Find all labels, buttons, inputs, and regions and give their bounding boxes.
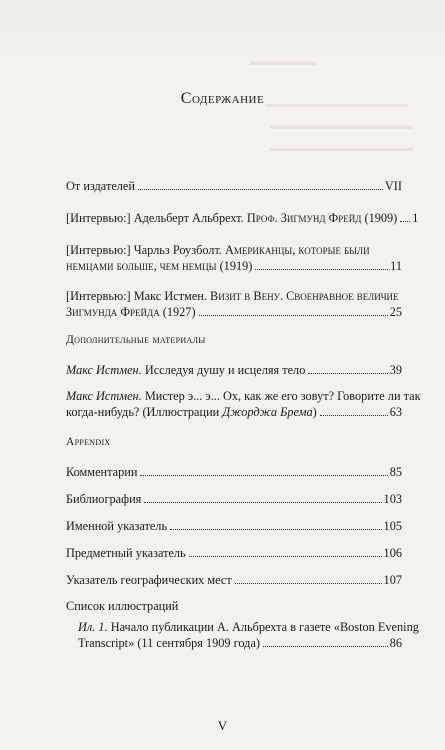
- toc-entry[interactable]: [66, 519, 402, 535]
- toc-entry-prefix: [Интервью:]: [66, 211, 131, 225]
- toc-entry-label: Ил. 1.: [78, 620, 108, 634]
- toc-entry[interactable]: [66, 492, 402, 508]
- page-title: Содержание: [180, 90, 265, 107]
- toc-entry-author: Макс Истмен.: [66, 363, 142, 377]
- toc-entry-title-line2: когда-нибудь? (Иллюстрации: [66, 404, 223, 419]
- dot-leader: [140, 465, 387, 476]
- toc-entry-title-line1: Визит в Вену. Своенравное величие: [210, 289, 399, 303]
- toc-entry-author: Макс Истмен.: [66, 389, 142, 403]
- toc-entry-title-line1: Американцы, которые были: [225, 243, 370, 257]
- toc-entry-page: 106: [383, 546, 402, 560]
- bleed-through-text: ▬▬▬▬▬▬: [250, 56, 316, 68]
- toc-entry-page: 103: [383, 492, 402, 506]
- toc-entry-title: Библиография: [66, 492, 142, 506]
- section-heading: Appendix: [66, 436, 111, 448]
- dot-leader: [199, 305, 388, 316]
- toc-entry-title: Список иллюстраций: [66, 599, 179, 613]
- toc-entry[interactable]: [66, 573, 402, 589]
- toc-entry-page: 63: [389, 404, 402, 419]
- toc-entry[interactable]: [66, 289, 402, 320]
- dot-leader: [138, 179, 383, 190]
- toc-entry-author: Адельберт Альбрехт.: [133, 211, 244, 225]
- toc-entry-title: Проф. Зигмунд Фрейд (1909): [246, 211, 398, 225]
- toc-entry-page: 85: [389, 465, 402, 479]
- toc-entry-page: 1: [412, 211, 419, 225]
- toc-entry-title-line1: Мистер э... э... Ох, как же его зовут? Говорите ли так: [144, 389, 421, 403]
- toc-entry-prefix: [Интервью:]: [66, 243, 131, 257]
- toc-entry-title: От издателей: [66, 179, 135, 193]
- toc-entry-title-line1: Начало публикации А. Альбрехта в газете «Boston Evening: [110, 620, 419, 634]
- toc-entry-page: 39: [389, 363, 402, 377]
- dot-leader: [189, 546, 382, 557]
- toc-entry-author: Чарльз Роузболт.: [133, 243, 222, 257]
- toc-entry-title: Комментарии: [66, 465, 138, 479]
- page-number: V: [217, 718, 228, 733]
- dot-leader: [144, 492, 381, 503]
- toc-entry-illustrator: Джорджа Брема: [222, 404, 313, 419]
- toc-entry-page: 105: [383, 519, 402, 533]
- toc-entry[interactable]: [66, 211, 419, 227]
- toc-entry-title-line2: Зигмунда Фрейда (1927): [66, 304, 196, 319]
- dot-leader: [255, 259, 388, 270]
- toc-entry-author: Макс Истмен.: [133, 289, 207, 303]
- dot-leader: [235, 573, 382, 584]
- toc-entry[interactable]: [66, 243, 402, 274]
- toc-subentry[interactable]: [78, 620, 419, 651]
- toc-entry-title: Предметный указатель: [66, 546, 186, 560]
- toc-entry[interactable]: [66, 465, 402, 481]
- section-heading: Дополнительные материалы: [66, 334, 206, 346]
- dot-leader: [308, 363, 387, 374]
- dot-leader: [263, 636, 388, 647]
- dot-leader: [320, 405, 388, 416]
- dot-leader: [400, 211, 410, 222]
- toc-entry[interactable]: [66, 363, 402, 379]
- bleed-through-text: ▬▬▬▬▬▬▬▬▬▬▬▬▬: [270, 142, 413, 154]
- bleed-through-text: ▬▬▬▬▬▬▬▬▬▬▬▬▬: [270, 120, 413, 132]
- toc-entry-page: VII: [384, 179, 402, 193]
- toc-entry-title-line2: немцами больше, чем немцы (1919): [66, 258, 253, 273]
- toc-entry-title: Исследуя душу и исцеляя тело: [144, 363, 306, 377]
- toc-entry-title: Указатель географических мест: [66, 573, 232, 587]
- toc-entry-page: 25: [389, 304, 402, 319]
- bleed-through-text: ▬▬▬▬▬▬▬▬▬▬▬▬▬: [265, 98, 408, 110]
- toc-entry[interactable]: [66, 546, 402, 562]
- toc-entry-title: Именной указатель: [66, 519, 168, 533]
- toc-entry[interactable]: [66, 599, 402, 615]
- toc-entry-page: 86: [389, 635, 402, 650]
- bleed-through-area: [0, 0, 445, 70]
- toc-entry-page: 107: [383, 573, 402, 587]
- dot-leader: [170, 519, 381, 530]
- toc-entry-page: 11: [390, 258, 402, 273]
- toc-entry[interactable]: [66, 389, 421, 420]
- toc-entry-title-line2-end: ): [312, 404, 317, 419]
- toc-entry[interactable]: [66, 179, 402, 195]
- toc-entry-title-line2: Transcript» (11 сентября 1909 года): [78, 635, 260, 650]
- toc-entry-prefix: [Интервью:]: [66, 289, 131, 303]
